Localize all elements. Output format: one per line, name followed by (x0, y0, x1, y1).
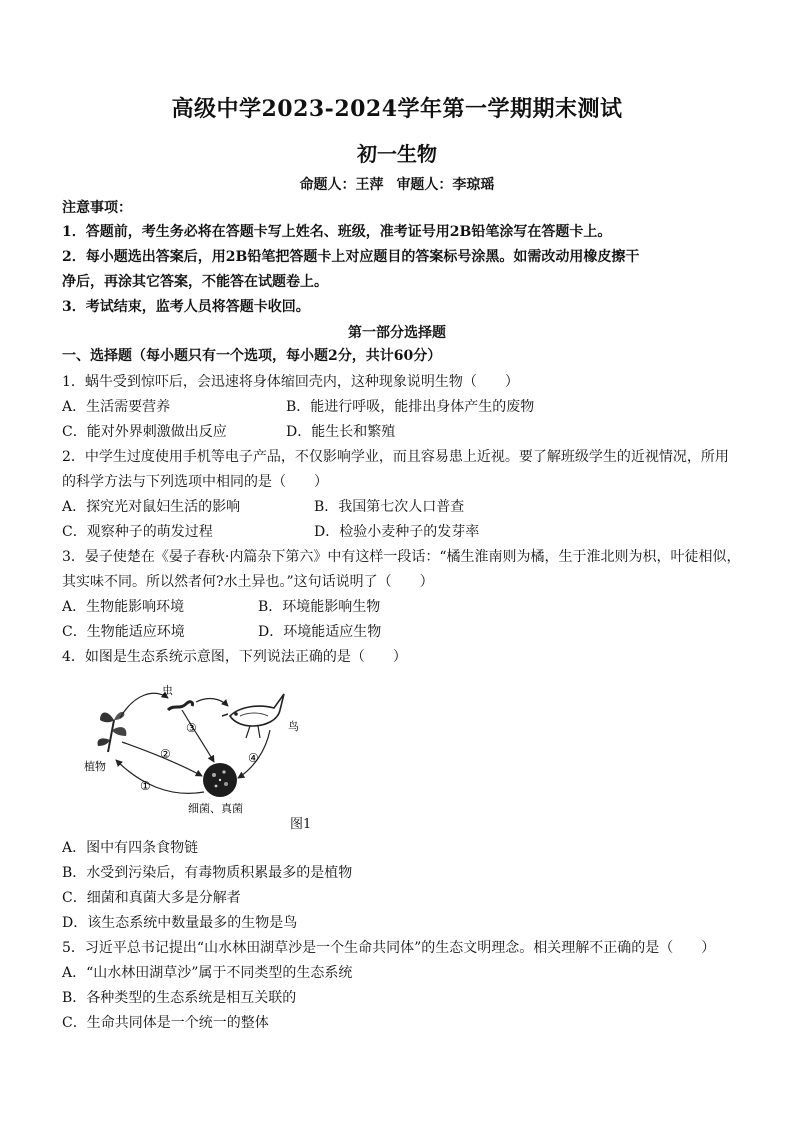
q2-option-c: C．观察种子的萌发过程 (62, 524, 213, 540)
q3-stem-cont: 其实味不同。所以然者何?水土异也。”这句话说明了（ ） (62, 574, 434, 590)
q3-option-b: B．环境能影响生物 (258, 599, 381, 615)
label-decomposer: 细菌、真菌 (188, 802, 243, 815)
q5-stem: 5．习近平总书记提出“山水林田湖草沙是一个生命共同体”的生态文明理念。相关理解不正确的是（ ） (62, 940, 716, 956)
q3-stem: 3．晏子使楚在《晏子春秋·内篇杂下第六》中有这样一段话：“橘生淮南则为橘，生于淮北则为枳，叶徒相似， (62, 549, 741, 565)
q4-option-b: B．水受到污染后，有毒物质积累最多的是植物 (62, 865, 353, 881)
q4-option-c: C．细菌和真菌大多是分解者 (62, 890, 241, 906)
q2-option-d: D．检验小麦种子的发芽率 (314, 524, 480, 540)
figure-caption: 图1 (290, 817, 312, 832)
arrow-insect-to-decomposer (182, 710, 214, 762)
q2-option-b: B．我国第七次人口普查 (314, 499, 465, 515)
label-4: ④ (248, 751, 259, 765)
label-1: ① (140, 779, 151, 793)
decomposer-icon (203, 763, 237, 797)
exam-title: 高级中学2023-2024学年第一学期期末测试 (171, 96, 623, 122)
arrow-decomposer-to-plant (116, 760, 204, 793)
q1-option-b: B．能进行呼吸，能排出身体产生的废物 (286, 399, 535, 415)
exam-subject: 初一生物 (357, 142, 437, 166)
insect-icon (168, 702, 193, 710)
label-bird: 鸟 (288, 720, 299, 733)
ecosystem-diagram (70, 680, 340, 820)
q1-option-d: D．能生长和繁殖 (286, 424, 396, 440)
q1-stem: 1．蜗牛受到惊吓后，会迅速将身体缩回壳内，这种现象说明生物（ ） (62, 374, 519, 390)
q5-option-a: A．“山水林田湖草沙”属于不同类型的生态系统 (62, 965, 353, 981)
q5-option-c: C．生命共同体是一个统一的整体 (62, 1015, 269, 1031)
q4-option-a: A．图中有四条食物链 (62, 840, 199, 856)
notice-heading: 注意事项： (62, 200, 132, 216)
notice-item-1: 1．答题前，考生务必将在答题卡写上姓名、班级，准考证号用2B铅笔涂写在答题卡上。 (62, 224, 612, 240)
notice-item-2: 2．每小题选出答案后，用2B铅笔把答题卡上对应题目的答案标号涂黑。如需改动用橡皮擦干 (62, 249, 640, 265)
q3-option-a: A．生物能影响环境 (62, 599, 185, 615)
q2-option-a: A．探究光对鼠妇生活的影响 (62, 499, 241, 515)
plant-icon (98, 712, 127, 752)
notice-item-3: 3．考试结束，监考人员将答题卡收回。 (62, 299, 310, 315)
q1-option-a: A．生活需要营养 (62, 399, 171, 415)
bird-icon (222, 694, 284, 738)
q5-option-b: B．各种类型的生态系统是相互关联的 (62, 990, 297, 1006)
part-heading: 第一部分选择题 (348, 325, 446, 341)
label-plant: 植物 (84, 760, 106, 773)
label-3: ③ (186, 721, 197, 735)
section-heading: 一、选择题（每小题只有一个选项，每小题2分，共计60分） (62, 348, 442, 364)
label-insect: 虫 (162, 684, 173, 697)
notice-item-2-cont: 净后，再涂其它答案，不能答在试题卷上。 (62, 274, 328, 290)
label-2: ② (160, 747, 171, 761)
q4-option-d: D．该生态系统中数量最多的生物是鸟 (62, 915, 298, 931)
author: 命题人：王萍 (299, 177, 384, 193)
author-line (0, 174, 794, 194)
reviewer: 审题人：李琼瑶 (396, 177, 495, 193)
arrow-insect-to-bird (196, 699, 228, 706)
arrow-plant-to-insect (120, 693, 168, 718)
q2-stem: 2．中学生过度使用手机等电子产品，不仅影响学业，而且容易患上近视。要了解班级学生的近视情况，所用 (62, 449, 729, 465)
q1-option-c: C．能对外界刺激做出反应 (62, 424, 227, 440)
q4-stem: 4．如图是生态系统示意图，下列说法正确的是（ ） (62, 649, 407, 665)
q3-option-d: D．环境能适应生物 (258, 624, 382, 640)
q3-option-c: C．生物能适应环境 (62, 624, 185, 640)
q2-stem-cont: 的科学方法与下列选项中相同的是（ ） (62, 474, 328, 490)
